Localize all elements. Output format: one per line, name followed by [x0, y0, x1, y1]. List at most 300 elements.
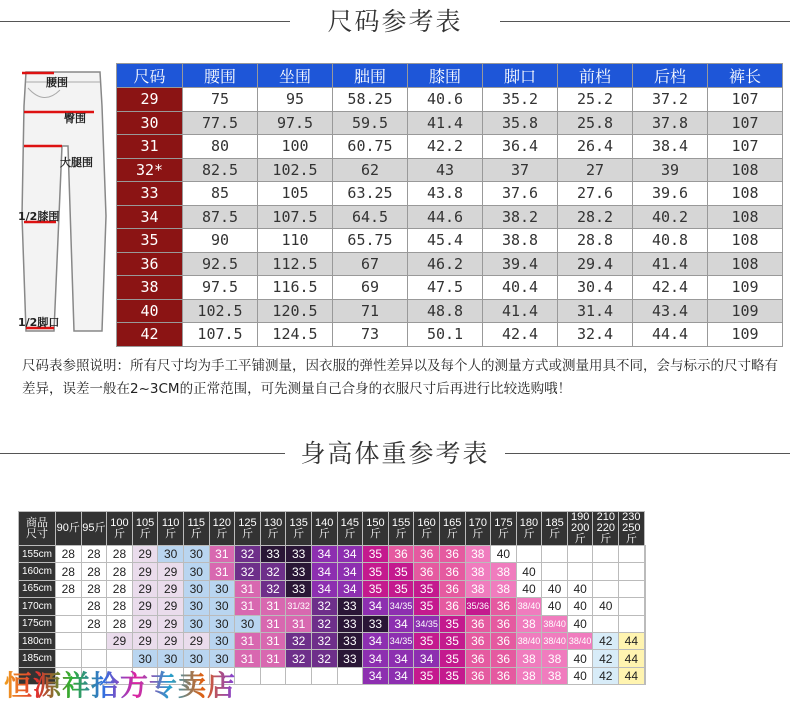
weight-header — [567, 512, 593, 546]
measure-cell: 107.5 — [258, 205, 333, 229]
leg-opening-label: 1/2脚口 — [18, 316, 60, 329]
weight-header-label: 155斤 — [391, 516, 411, 540]
size-cell: 32* — [117, 158, 183, 182]
size-cell: 40 — [117, 299, 183, 323]
recommended-size-cell — [644, 563, 645, 580]
recommended-size-cell: 31 — [260, 632, 286, 649]
recommended-size-cell: 40 — [593, 598, 619, 615]
weight-header — [235, 512, 261, 546]
weight-header — [465, 512, 491, 546]
recommended-size-cell: 33 — [337, 598, 363, 615]
recommended-size-cell: 34 — [363, 667, 389, 684]
recommended-size-cell — [619, 563, 645, 580]
weight-header — [516, 512, 542, 546]
measure-cell: 65.75 — [333, 229, 408, 253]
recommended-size-cell: 34/35 — [414, 615, 440, 632]
recommended-size-cell: 36 — [465, 650, 491, 667]
hip-label: 臀围 — [64, 112, 86, 125]
recommended-size-cell: 44 — [619, 650, 645, 667]
measure-cell: 42.4 — [633, 276, 708, 300]
measure-cell: 60.75 — [333, 135, 408, 159]
weight-header — [363, 512, 389, 546]
recommended-size-cell: 34 — [414, 650, 440, 667]
measure-cell: 27.6 — [558, 182, 633, 206]
recommended-size-cell — [516, 546, 542, 563]
measure-cell: 41.4 — [483, 299, 558, 323]
measure-cell: 43 — [408, 158, 483, 182]
measure-cell: 110 — [258, 229, 333, 253]
pants-outline-icon — [14, 66, 114, 348]
header-thigh: 胐围 — [333, 64, 408, 88]
recommended-size-cell: 36 — [414, 563, 440, 580]
corner-header — [19, 512, 56, 546]
measure-cell: 43.4 — [633, 299, 708, 323]
weight-header — [542, 512, 568, 546]
weight-header-label: 125斤 — [238, 516, 257, 540]
recommended-size-cell: 28 — [107, 580, 133, 597]
recommended-size-cell — [56, 632, 82, 649]
recommended-size-cell: 36 — [491, 632, 517, 649]
recommended-size-cell: 40 — [567, 650, 593, 667]
measure-cell: 97.5 — [258, 111, 333, 135]
recommended-size-cell: 44 — [619, 667, 645, 684]
weight-header-label: 230 — [622, 511, 641, 523]
recommended-size-cell: 28 — [81, 598, 107, 615]
recommended-size-cell: 34/35 — [388, 598, 414, 615]
measure-cell: 63.25 — [333, 182, 408, 206]
measure-cell: 124.5 — [258, 323, 333, 347]
recommended-size-cell: 40 — [491, 546, 517, 563]
recommended-size-cell: 30 — [158, 650, 184, 667]
recommended-size-cell: 32 — [311, 632, 337, 649]
header-length: 裤长 — [708, 64, 783, 88]
measure-cell: 77.5 — [183, 111, 258, 135]
recommended-size-cell: 40 — [567, 598, 593, 615]
recommended-size-cell: 32 — [235, 563, 261, 580]
measure-cell: 43.8 — [408, 182, 483, 206]
recommended-size-cell — [593, 580, 619, 597]
recommended-size-cell — [644, 615, 645, 632]
recommended-size-cell — [337, 667, 363, 684]
recommended-size-cell: 28 — [107, 563, 133, 580]
recommended-size-cell: 36 — [439, 580, 465, 597]
recommended-size-cell: 40 — [542, 580, 568, 597]
recommended-size-cell — [542, 546, 568, 563]
corner-header-line2: 尺寸 — [26, 527, 48, 540]
recommended-size-cell — [619, 546, 645, 563]
recommended-size-cell: 32 — [286, 632, 312, 649]
recommended-size-cell: 30 — [209, 598, 235, 615]
recommended-size-cell: 31 — [209, 563, 235, 580]
recommended-size-cell: 38/40 — [516, 598, 542, 615]
recommended-size-cell — [644, 632, 645, 649]
size-cell: 33 — [117, 182, 183, 206]
measure-cell: 102.5 — [258, 158, 333, 182]
recommended-size-cell: 40 — [567, 580, 593, 597]
recommended-size-cell: 29 — [132, 632, 158, 649]
recommended-size-cell: 29 — [132, 580, 158, 597]
weight-header-label: 110斤 — [161, 516, 180, 540]
recommended-size-cell: 35 — [439, 667, 465, 684]
weight-header-label: 185斤 — [545, 516, 564, 540]
weight-header-label: 90斤 — [56, 522, 80, 534]
measure-cell: 67 — [333, 252, 408, 276]
recommended-size-cell: 33 — [337, 650, 363, 667]
size-chart-title-bar — [0, 2, 790, 42]
size-table-row — [117, 323, 783, 347]
measure-cell: 44.6 — [408, 205, 483, 229]
size-table-row — [117, 299, 783, 323]
measure-cell: 31.4 — [558, 299, 633, 323]
measure-cell: 40.2 — [633, 205, 708, 229]
measure-cell: 108 — [708, 158, 783, 182]
measure-cell: 28.2 — [558, 205, 633, 229]
size-chart-title: 尺码参考表 — [313, 7, 476, 36]
size-table-row — [117, 276, 783, 300]
recommended-size-cell: 35 — [414, 667, 440, 684]
recommended-size-cell: 32 — [260, 580, 286, 597]
header-knee: 膝围 — [408, 64, 483, 88]
height-row — [19, 563, 646, 580]
recommended-size-cell: 36 — [491, 598, 517, 615]
recommended-size-cell: 42 — [593, 650, 619, 667]
recommended-size-cell — [593, 563, 619, 580]
recommended-size-cell: 35 — [388, 580, 414, 597]
recommended-size-cell — [644, 580, 645, 597]
recommended-size-cell — [56, 598, 82, 615]
measure-cell: 35.8 — [483, 111, 558, 135]
recommended-size-cell: 30 — [209, 650, 235, 667]
recommended-size-cell: 36 — [439, 563, 465, 580]
recommended-size-cell: 40 — [567, 667, 593, 684]
measure-cell: 95 — [258, 88, 333, 112]
measure-cell: 69 — [333, 276, 408, 300]
recommended-size-cell: 30 — [183, 580, 209, 597]
measure-cell: 38.4 — [633, 135, 708, 159]
measure-cell: 44.4 — [633, 323, 708, 347]
recommended-size-cell: 30 — [132, 650, 158, 667]
weight-header — [260, 512, 286, 546]
recommended-size-cell: 36 — [388, 546, 414, 563]
height-label: 180cm — [19, 632, 56, 649]
height-row — [19, 632, 646, 649]
recommended-size-cell: 38/40 — [542, 632, 568, 649]
measure-cell: 32.4 — [558, 323, 633, 347]
measure-cell: 38.2 — [483, 205, 558, 229]
recommended-size-cell: 29 — [158, 598, 184, 615]
weight-header — [209, 512, 235, 546]
measure-cell: 37.8 — [633, 111, 708, 135]
recommended-size-cell: 35 — [363, 546, 389, 563]
weight-header-label: 120斤 — [212, 516, 232, 540]
measure-cell: 107 — [708, 88, 783, 112]
measure-cell: 30.4 — [558, 276, 633, 300]
size-table-body — [117, 88, 783, 347]
recommended-size-cell: 31 — [260, 615, 286, 632]
measure-cell: 59.5 — [333, 111, 408, 135]
recommended-size-cell: 34 — [388, 615, 414, 632]
measure-cell: 40.6 — [408, 88, 483, 112]
recommended-size-cell: 38 — [516, 650, 542, 667]
recommended-size-cell: 33 — [286, 580, 312, 597]
recommended-size-cell: 31 — [286, 615, 312, 632]
recommended-size-cell: 36 — [414, 546, 440, 563]
pants-diagram — [14, 66, 114, 348]
measure-cell: 39 — [633, 158, 708, 182]
measure-cell: 107.5 — [183, 323, 258, 347]
recommended-size-cell: 35 — [363, 580, 389, 597]
weight-header-label: 250斤 — [622, 522, 641, 545]
recommended-size-cell: 30 — [158, 546, 184, 563]
measure-cell: 39.6 — [633, 182, 708, 206]
recommended-size-cell: 36 — [439, 546, 465, 563]
recommended-size-cell: 35/36 — [465, 598, 491, 615]
weight-header-label: 220斤 — [596, 522, 615, 545]
measure-cell: 27 — [558, 158, 633, 182]
recommended-size-cell: 34 — [388, 667, 414, 684]
shop-name-watermark — [4, 664, 236, 704]
measure-cell: 25.8 — [558, 111, 633, 135]
recommended-size-cell: 35 — [388, 563, 414, 580]
recommended-size-cell: 30 — [183, 598, 209, 615]
recommended-size-cell: 38 — [542, 650, 568, 667]
weight-header — [439, 512, 465, 546]
weight-header-row — [19, 512, 646, 546]
size-note: 尺码表参照说明：所有尺寸均为手工平铺测量，因衣服的弹性差异以及每个人的测量方式或测量用具不同，会与标示的尺寸略有差异，误差一般在2~3CM的正常范围，可先测量自己合身的衣服尺寸后再进行比较选购哦！ — [22, 358, 778, 397]
recommended-size-cell: 38/40 — [542, 615, 568, 632]
measure-cell: 25.2 — [558, 88, 633, 112]
size-table-row — [117, 111, 783, 135]
recommended-size-cell: 44 — [619, 632, 645, 649]
recommended-size-cell: 40 — [516, 580, 542, 597]
recommended-size-cell — [311, 667, 337, 684]
weight-header-label: 190 — [570, 511, 590, 523]
height-label: 170cm — [19, 598, 56, 615]
size-table-row — [117, 158, 783, 182]
weight-header — [311, 512, 337, 546]
header-back-rise: 后档 — [633, 64, 708, 88]
recommended-size-cell: 32 — [311, 650, 337, 667]
measure-cell: 112.5 — [258, 252, 333, 276]
recommended-size-cell: 38 — [491, 580, 517, 597]
recommended-size-cell — [644, 667, 645, 684]
recommended-size-cell: 34 — [311, 563, 337, 580]
weight-header-label: 130斤 — [263, 516, 283, 540]
recommended-size-cell — [644, 650, 645, 667]
weight-header-label: 145斤 — [340, 516, 359, 540]
size-table-row — [117, 229, 783, 253]
recommended-size-cell: 36 — [491, 667, 517, 684]
recommended-size-cell: 33 — [337, 632, 363, 649]
measure-cell: 62 — [333, 158, 408, 182]
recommended-size-cell — [567, 546, 593, 563]
measure-cell: 41.4 — [408, 111, 483, 135]
measure-cell: 40.4 — [483, 276, 558, 300]
height-row — [19, 615, 646, 632]
weight-header — [56, 512, 82, 546]
recommended-size-cell: 29 — [158, 632, 184, 649]
recommended-size-cell: 31 — [235, 598, 261, 615]
measure-cell: 108 — [708, 205, 783, 229]
recommended-size-cell: 35 — [414, 598, 440, 615]
recommended-size-cell — [260, 667, 286, 684]
measure-cell: 37.2 — [633, 88, 708, 112]
recommended-size-cell — [542, 563, 568, 580]
weight-header-label: 160斤 — [417, 516, 436, 540]
size-table-row — [117, 205, 783, 229]
recommended-size-cell: 31 — [235, 650, 261, 667]
recommended-size-cell: 38/40 — [567, 632, 593, 649]
measure-cell: 42.4 — [483, 323, 558, 347]
recommended-size-cell: 32 — [235, 546, 261, 563]
recommended-size-cell: 33 — [286, 546, 312, 563]
recommended-size-cell: 33 — [363, 615, 389, 632]
recommended-size-cell: 30 — [209, 580, 235, 597]
recommended-size-cell: 34 — [363, 598, 389, 615]
recommended-size-cell: 40 — [516, 563, 542, 580]
measure-cell: 108 — [708, 229, 783, 253]
size-cell: 38 — [117, 276, 183, 300]
recommended-size-cell: 29 — [107, 632, 133, 649]
recommended-size-cell: 31 — [235, 632, 261, 649]
size-cell: 31 — [117, 135, 183, 159]
weight-header-label: 200斤 — [570, 522, 590, 545]
recommended-size-cell: 32 — [286, 650, 312, 667]
height-row — [19, 546, 646, 563]
shop-name-text: 恒源祥拾方专卖店 — [4, 669, 237, 702]
measure-cell: 116.5 — [258, 276, 333, 300]
recommended-size-cell: 28 — [107, 546, 133, 563]
recommended-size-cell: 29 — [158, 580, 184, 597]
weight-header-label: 100斤 — [110, 516, 129, 540]
size-cell: 30 — [117, 111, 183, 135]
recommended-size-cell: 38 — [516, 615, 542, 632]
size-cell: 42 — [117, 323, 183, 347]
recommended-size-cell: 30 — [183, 650, 209, 667]
height-weight-title: 身高体重参考表 — [286, 439, 503, 468]
recommended-size-cell: 35 — [439, 632, 465, 649]
waist-label: 腰围 — [46, 76, 68, 89]
recommended-size-cell: 35 — [439, 615, 465, 632]
measure-cell: 75 — [183, 88, 258, 112]
height-weight-table — [18, 511, 646, 685]
recommended-size-cell — [81, 632, 107, 649]
weight-header-label: 135斤 — [289, 516, 308, 540]
recommended-size-cell: 30 — [183, 546, 209, 563]
weight-header — [593, 512, 619, 546]
size-table-row — [117, 135, 783, 159]
recommended-size-cell: 34/35 — [388, 632, 414, 649]
measure-cell: 109 — [708, 299, 783, 323]
size-table-row — [117, 182, 783, 206]
measure-cell: 46.2 — [408, 252, 483, 276]
measure-cell: 90 — [183, 229, 258, 253]
recommended-size-cell: 33 — [337, 615, 363, 632]
measure-cell: 37.6 — [483, 182, 558, 206]
measure-cell: 50.1 — [408, 323, 483, 347]
recommended-size-cell: 35 — [363, 563, 389, 580]
header-front-rise: 前档 — [558, 64, 633, 88]
size-cell: 29 — [117, 88, 183, 112]
measure-cell: 38.8 — [483, 229, 558, 253]
size-cell: 36 — [117, 252, 183, 276]
measure-cell: 26.4 — [558, 135, 633, 159]
measure-cell: 58.25 — [333, 88, 408, 112]
recommended-size-cell: 31 — [209, 546, 235, 563]
recommended-size-cell: 29 — [132, 598, 158, 615]
measure-cell: 80 — [183, 135, 258, 159]
recommended-size-cell: 36 — [465, 667, 491, 684]
measure-cell: 35.2 — [483, 88, 558, 112]
measure-cell: 45.4 — [408, 229, 483, 253]
measure-cell: 37 — [483, 158, 558, 182]
recommended-size-cell: 28 — [81, 563, 107, 580]
weight-header — [619, 512, 645, 546]
recommended-size-cell — [593, 546, 619, 563]
recommended-size-cell: 31/32 — [286, 598, 312, 615]
size-table-row — [117, 88, 783, 112]
recommended-size-cell: 36 — [465, 615, 491, 632]
measure-cell: 29.4 — [558, 252, 633, 276]
weight-header — [286, 512, 312, 546]
recommended-size-cell: 36 — [491, 615, 517, 632]
weight-header-label: 165斤 — [443, 516, 462, 540]
weight-header-label: 175斤 — [494, 516, 513, 540]
measure-cell: 107 — [708, 111, 783, 135]
measure-cell: 28.8 — [558, 229, 633, 253]
weight-header — [388, 512, 414, 546]
measure-cell: 85 — [183, 182, 258, 206]
recommended-size-cell: 36 — [465, 632, 491, 649]
size-cell: 34 — [117, 205, 183, 229]
recommended-size-cell: 34 — [337, 563, 363, 580]
recommended-size-cell: 30 — [209, 632, 235, 649]
weight-header-label: 115斤 — [187, 516, 206, 540]
recommended-size-cell: 29 — [158, 563, 184, 580]
measure-cell: 40.8 — [633, 229, 708, 253]
weight-header — [414, 512, 440, 546]
measure-cell: 82.5 — [183, 158, 258, 182]
measure-cell: 64.5 — [333, 205, 408, 229]
size-table — [116, 63, 783, 347]
measure-cell: 97.5 — [183, 276, 258, 300]
measure-cell: 39.4 — [483, 252, 558, 276]
measure-cell: 108 — [708, 182, 783, 206]
recommended-size-cell: 34 — [337, 580, 363, 597]
recommended-size-cell: 29 — [183, 632, 209, 649]
height-row — [19, 598, 646, 615]
recommended-size-cell: 38/40 — [516, 632, 542, 649]
recommended-size-cell: 29 — [158, 615, 184, 632]
recommended-size-cell: 29 — [132, 563, 158, 580]
measure-cell: 120.5 — [258, 299, 333, 323]
recommended-size-cell: 40 — [567, 615, 593, 632]
recommended-size-cell — [619, 580, 645, 597]
size-table-header-row — [117, 64, 783, 88]
height-label: 155cm — [19, 546, 56, 563]
weight-header-label: 210 — [596, 511, 615, 523]
measure-cell: 102.5 — [183, 299, 258, 323]
recommended-size-cell: 38 — [465, 563, 491, 580]
recommended-size-cell: 31 — [235, 580, 261, 597]
measure-cell: 105 — [258, 182, 333, 206]
weight-header-label: 170斤 — [468, 516, 487, 540]
recommended-size-cell: 38 — [465, 546, 491, 563]
size-table-row — [117, 252, 783, 276]
recommended-size-cell: 31 — [260, 650, 286, 667]
measure-cell: 47.5 — [408, 276, 483, 300]
recommended-size-cell: 34 — [363, 650, 389, 667]
